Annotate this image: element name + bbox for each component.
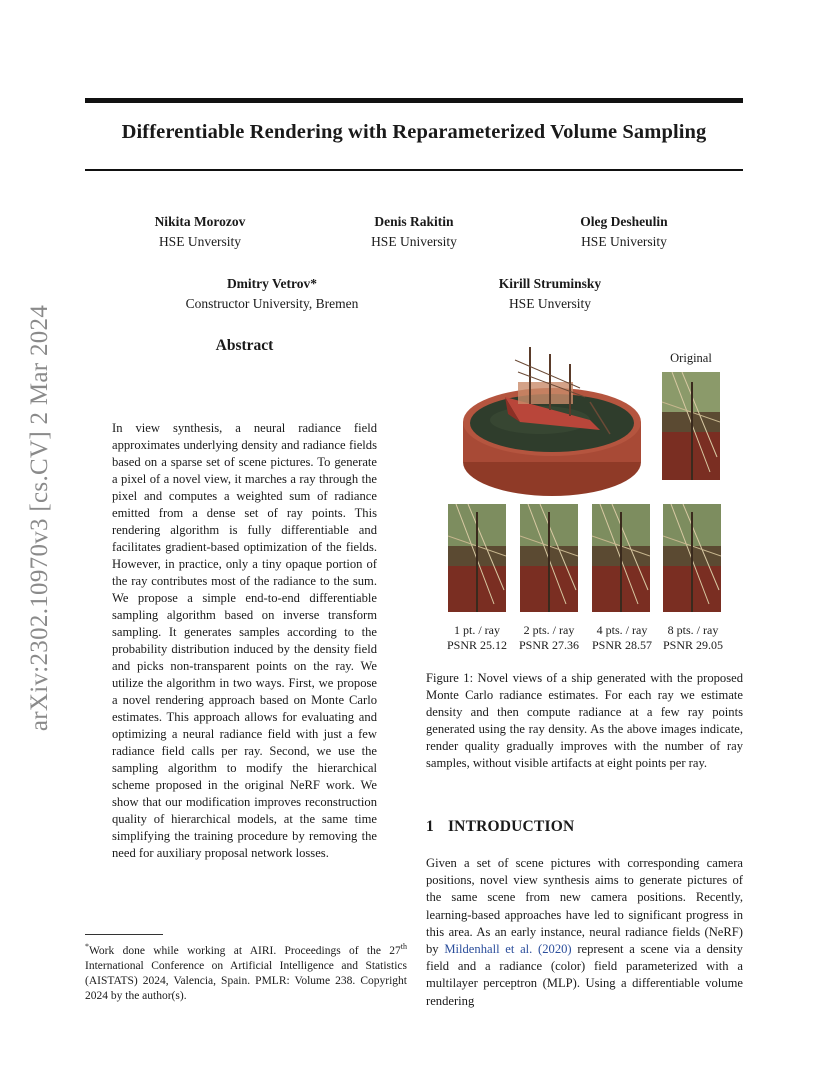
top-rule <box>85 98 743 103</box>
thumb-samples-label: 2 pts. / ray <box>523 623 575 637</box>
introduction-text <box>426 855 743 1010</box>
thumb-psnr-label: PSNR 29.05 <box>662 638 724 652</box>
author-affiliation: HSE Unversity <box>508 296 592 311</box>
author-block <box>120 212 280 252</box>
thumbnail-row <box>448 504 728 614</box>
author-block <box>162 274 382 314</box>
thumb-samples-label: 8 pts. / ray <box>667 623 719 637</box>
footnote-rule <box>85 934 163 935</box>
footnote <box>85 939 407 1004</box>
figure-scene-image <box>460 342 645 500</box>
citation-link[interactable]: Mildenhall et al. (2020) <box>444 942 572 957</box>
thumb-caption <box>440 623 514 653</box>
author-affiliation: HSE University <box>371 234 457 249</box>
thumb-psnr-label: PSNR 25.12 <box>446 638 508 652</box>
render-thumbnail <box>663 504 721 612</box>
intro-text-continued: represent a scene via a density field and a radiance (color) field parameterized with a multilayer perceptron (MLP). Using a differentiable volume rendering <box>426 942 743 1008</box>
author-block <box>544 212 704 252</box>
arxiv-identifier: arXiv:2302.10970v3 [cs.CV] 2 Mar 2024 <box>26 304 53 732</box>
paper-title: Differentiable Rendering with Reparameterized Volume Sampling <box>121 121 707 143</box>
section-title: INTRODUCTION <box>447 818 575 835</box>
original-label: Original <box>670 351 712 365</box>
author-affiliation: HSE University <box>581 234 667 249</box>
author-name: Oleg Desheulin <box>580 214 668 229</box>
thumb-psnr-label: PSNR 28.57 <box>591 638 653 652</box>
thumb-caption <box>512 623 586 653</box>
author-block <box>470 274 630 314</box>
footnote-text-continued: International Conference on Artificial Intelligence and Statistics (AISTATS) 2024, Valencia, Spain. PMLR: Volume 238. Copyright 2024 by the author(s). <box>85 959 407 1002</box>
author-name: Denis Rakitin <box>374 214 454 229</box>
author-affiliation: Constructor University, Bremen <box>185 296 359 311</box>
title-rule <box>85 169 743 171</box>
section-number: 1 <box>426 818 434 835</box>
thumb-caption <box>656 623 730 653</box>
author-block <box>334 212 494 252</box>
footnote-mark: * <box>85 942 89 951</box>
footnote-superscript: th <box>400 942 407 951</box>
thumb-samples-label: 1 pt. / ray <box>454 623 500 637</box>
render-thumbnail <box>592 504 650 612</box>
thumb-psnr-label: PSNR 27.36 <box>518 638 580 652</box>
author-name: Nikita Morozov <box>154 214 246 229</box>
render-thumbnail <box>448 504 506 612</box>
arxiv-sidebar <box>20 288 60 748</box>
render-thumbnail <box>520 504 578 612</box>
original-image <box>662 372 720 480</box>
author-affiliation: HSE Unversity <box>158 234 242 249</box>
thumb-samples-label: 4 pts. / ray <box>596 623 648 637</box>
thumb-caption <box>585 623 659 653</box>
section-heading <box>426 818 574 836</box>
figure-caption: Figure 1: Novel views of a ship generated with the proposed Monte Carlo radiance estimates. For each ray we estimate density and then compute radiance at a few ray points generated using the ray density. As the above images indicate, render quality gradually improves with the number of ray samples, without visible artifacts at eight points per ray. <box>426 671 743 770</box>
author-name: Dmitry Vetrov* <box>226 276 318 291</box>
abstract-heading: Abstract <box>215 337 274 354</box>
abstract-text: In view synthesis, a neural radiance field approximates underlying density and radiance fields based on a sparse set of scene pictures. To generate a pixel of a novel view, it marches a ray through the pixel and computes a weighted sum of radiance emitted from a dense set of ray points. This rendering algorithm is fully differentiable and facilitates gradient-based optimization of the fields. However, in practice, only a tiny opaque portion of the ray contributes most of the radiance to the sum. We propose a simple end-to-end differentiable sampling algorithm based on inverse transform sampling. It generates samples according to the probability distribution induced by the density field and picks non-transparent points on the ray. We utilize the algorithm in two ways. First, we propose a novel rendering approach based on Monte Carlo estimates. This approach allows for evaluating and optimizing a neural radiance field with just a few radiance field calls per ray. Second, we use the sampling algorithm to modify the hierarchical scheme proposed in the original NeRF work. We show that our modification improves reconstruction quality of hierarchical models, at the same time simplifying the training procedure by removing the need for auxiliary proposal network losses. <box>112 421 377 860</box>
intro-text: Given a set of scene pictures with corresponding camera positions, novel view synthesis aims to generate pictures of the same scene from new camera positions. Recently, learning-based approaches have led to significant progress in this area. As an early instance, neural radiance fields (NeRF) by <box>426 856 743 957</box>
footnote-text: Work done while working at AIRI. Proceedings of the 27 <box>89 944 401 957</box>
author-name: Kirill Struminsky <box>498 276 602 291</box>
